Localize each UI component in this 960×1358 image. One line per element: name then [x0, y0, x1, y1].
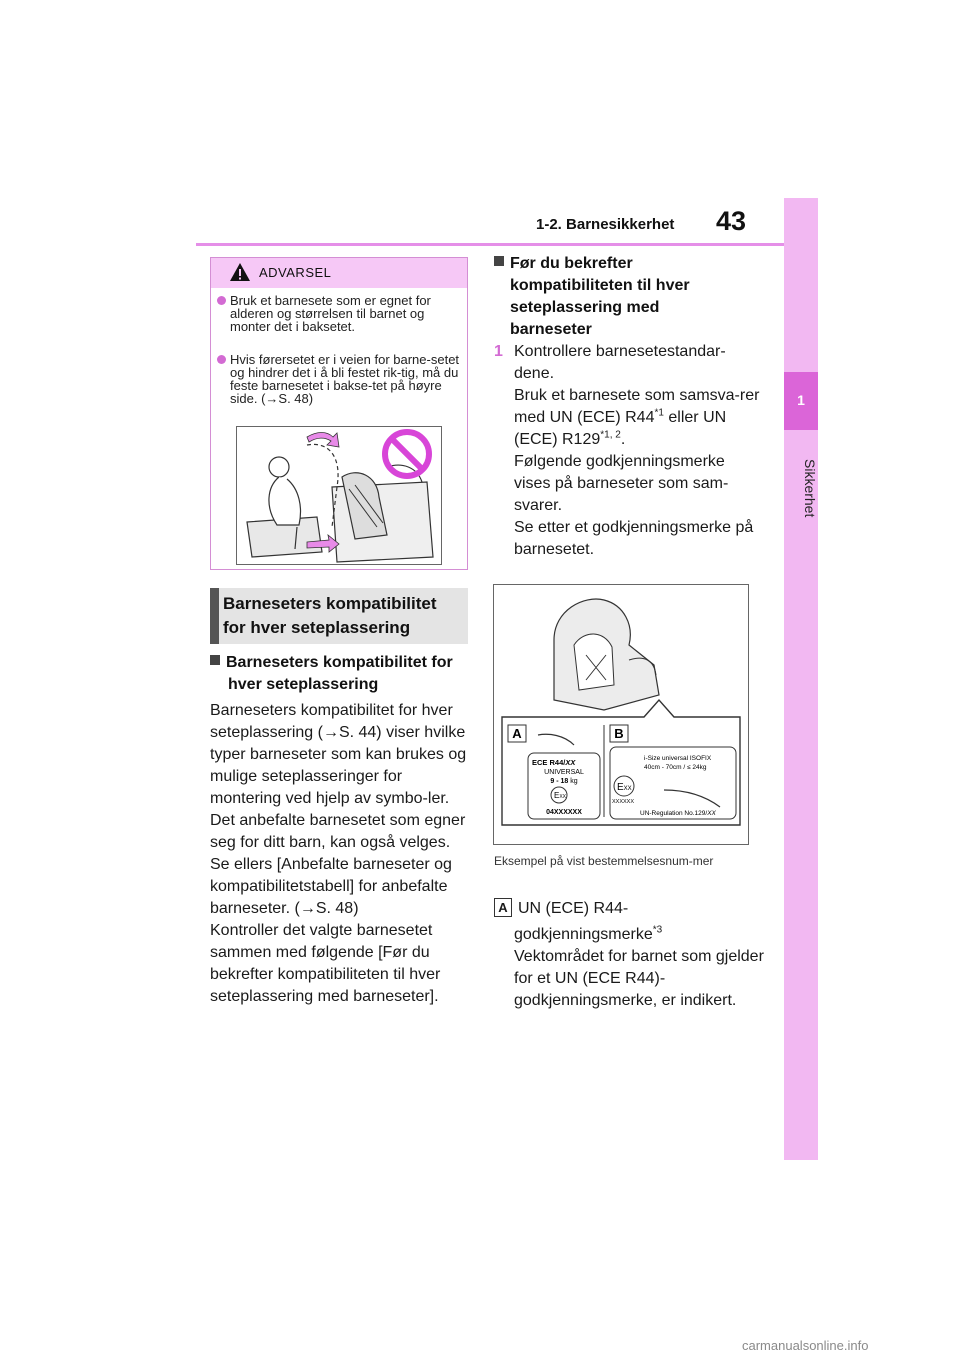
figure-caption: Eksempel på vist bestemmelsesnum-mer: [494, 854, 714, 868]
svg-text:ECE R44/XX: [532, 758, 576, 767]
bullet-icon: [217, 296, 226, 305]
ece-unit: kg: [570, 778, 578, 785]
chapter-label: Sikkerhet: [802, 458, 818, 518]
warning-item-text: Bruk et barnesete som er egnet for alderen og størrelsen til barnet og monter det i baksetet.: [230, 293, 431, 334]
ece-weight: 9 - 18: [550, 778, 569, 785]
subheading-line: seteplassering med: [510, 299, 660, 316]
isize-reg: UN-Regulation No.129/: [640, 810, 708, 817]
isize-line1: i-Size universal ISOFIX: [644, 755, 712, 762]
label-a-text: Vektområdet for barnet som gjelder for et UN (ECE R44)-godkjenningsmerke, er indikert.: [514, 948, 764, 1009]
section-heading: [210, 588, 468, 644]
body-paragraph: Det anbefalte barnesetet som egner seg for ditt barn, kan også velges.: [210, 812, 466, 851]
ece-code: 04XXXXXX: [546, 809, 582, 816]
right-subheading: [494, 253, 764, 341]
isize-line2: 40cm - 70cm / ≤ 24kg: [644, 764, 707, 771]
watermark: carmanualsonline.info: [742, 1338, 869, 1353]
bullet-icon: [217, 355, 226, 364]
ece-mark-sub: XX: [559, 794, 567, 800]
square-bullet-icon: [210, 655, 220, 665]
subheading-line: barneseter: [510, 321, 592, 338]
ece-line2: UNIVERSAL: [544, 769, 584, 776]
step-1: [494, 341, 764, 561]
body-paragraph: Se ellers [Anbefalte barneseter og kompatibilitetstabell] for anbefalte barneseter. (→S. 48): [210, 856, 452, 917]
chapter-side-tab[interactable]: [784, 198, 818, 1160]
isize-mark-sub: XX: [623, 786, 632, 792]
step-text-standards: Bruk et barnesete som samsva-rer med UN (ECE) R44$^{*1}$ eller UN (ECE) R129$^{*1, 2}$.: [514, 387, 760, 448]
isize-code: XXXXXX: [612, 799, 635, 805]
ece-xx: XX: [565, 758, 576, 767]
svg-text:UN-Regulation No.129/XX: [640, 810, 717, 817]
section-heading-line: Barneseters kompatibilitet: [223, 594, 437, 613]
left-body: [210, 700, 472, 1008]
body-paragraph: Kontroller det valgte barnesetet sammen med følgende [Før du bekrefter kompatibiliteten til hver seteplassering med barneseter].: [210, 922, 441, 1005]
page-number: 43: [716, 206, 747, 236]
footnote-ref: *1, 2: [600, 429, 621, 441]
ece-line1: ECE R44/: [532, 758, 566, 767]
warning-item: [217, 353, 461, 405]
warning-triangle-icon: [229, 262, 251, 282]
approval-label-figure: [493, 584, 749, 845]
figure-label-b: B: [614, 726, 624, 741]
section-title: 1-2. Barnesikkerhet: [536, 216, 675, 233]
step-text: Kontrollere barnesetestandar-dene.: [514, 343, 726, 382]
isize-reg-xx: XX: [707, 810, 716, 817]
warning-item: [217, 294, 461, 333]
svg-text:9 - 18 kg: [550, 778, 577, 785]
header-rule: [196, 243, 784, 246]
chapter-number: 1: [797, 392, 805, 408]
isize-mark: E: [617, 782, 624, 793]
footnote-ref: *3: [652, 924, 663, 936]
warning-item-text: Hvis førersetet er i veien for barne-setet og hindrer det i å bli festet rik-tig, må du feste barnesetet i bakse-tet på høyre side. (→S. 48): [230, 352, 460, 406]
car-seat-warning-illustration: [236, 426, 442, 565]
label-a-title: UN (ECE) R44-: [518, 900, 629, 917]
step-text: Følgende godkjenningsmerke vises på barneseter som sam-svarer.: [514, 453, 729, 514]
footnote-ref: *1: [654, 407, 664, 419]
step-number: 1: [494, 343, 503, 360]
label-a-row: [494, 898, 764, 920]
warning-header: [211, 258, 467, 288]
warning-title: ADVARSEL: [259, 265, 332, 280]
section-heading-text: [223, 592, 437, 640]
label-a-subtitle: godkjenningsmerke: [514, 926, 653, 943]
subheading-line: Før du bekrefter: [510, 255, 633, 272]
step-text: Se etter et godkjenningsmerke på barnesetet.: [514, 519, 754, 558]
child-seat-illustration: [554, 599, 659, 710]
subheading-line: Barneseters kompatibilitet for: [226, 654, 453, 671]
label-a-badge: A: [494, 898, 512, 917]
section-heading-line: for hver seteplassering: [223, 618, 411, 637]
left-subheading: [210, 652, 470, 696]
section-heading-bar: [210, 588, 219, 644]
ece-mark: E: [554, 791, 560, 800]
square-bullet-icon: [494, 256, 504, 266]
label-a-description: [514, 924, 764, 1012]
subheading-line: hver seteplassering: [228, 676, 379, 693]
figure-label-a: A: [512, 726, 522, 741]
warning-box: [210, 257, 468, 570]
body-paragraph: Barneseters kompatibilitet for hver seteplassering (→S. 44) viser hvilke typer barneseter som kan brukes og mulige seteplasseringer for montering ved hjelp av symbo-ler.: [210, 702, 467, 807]
subheading-line: kompatibiliteten til hver: [510, 277, 690, 294]
